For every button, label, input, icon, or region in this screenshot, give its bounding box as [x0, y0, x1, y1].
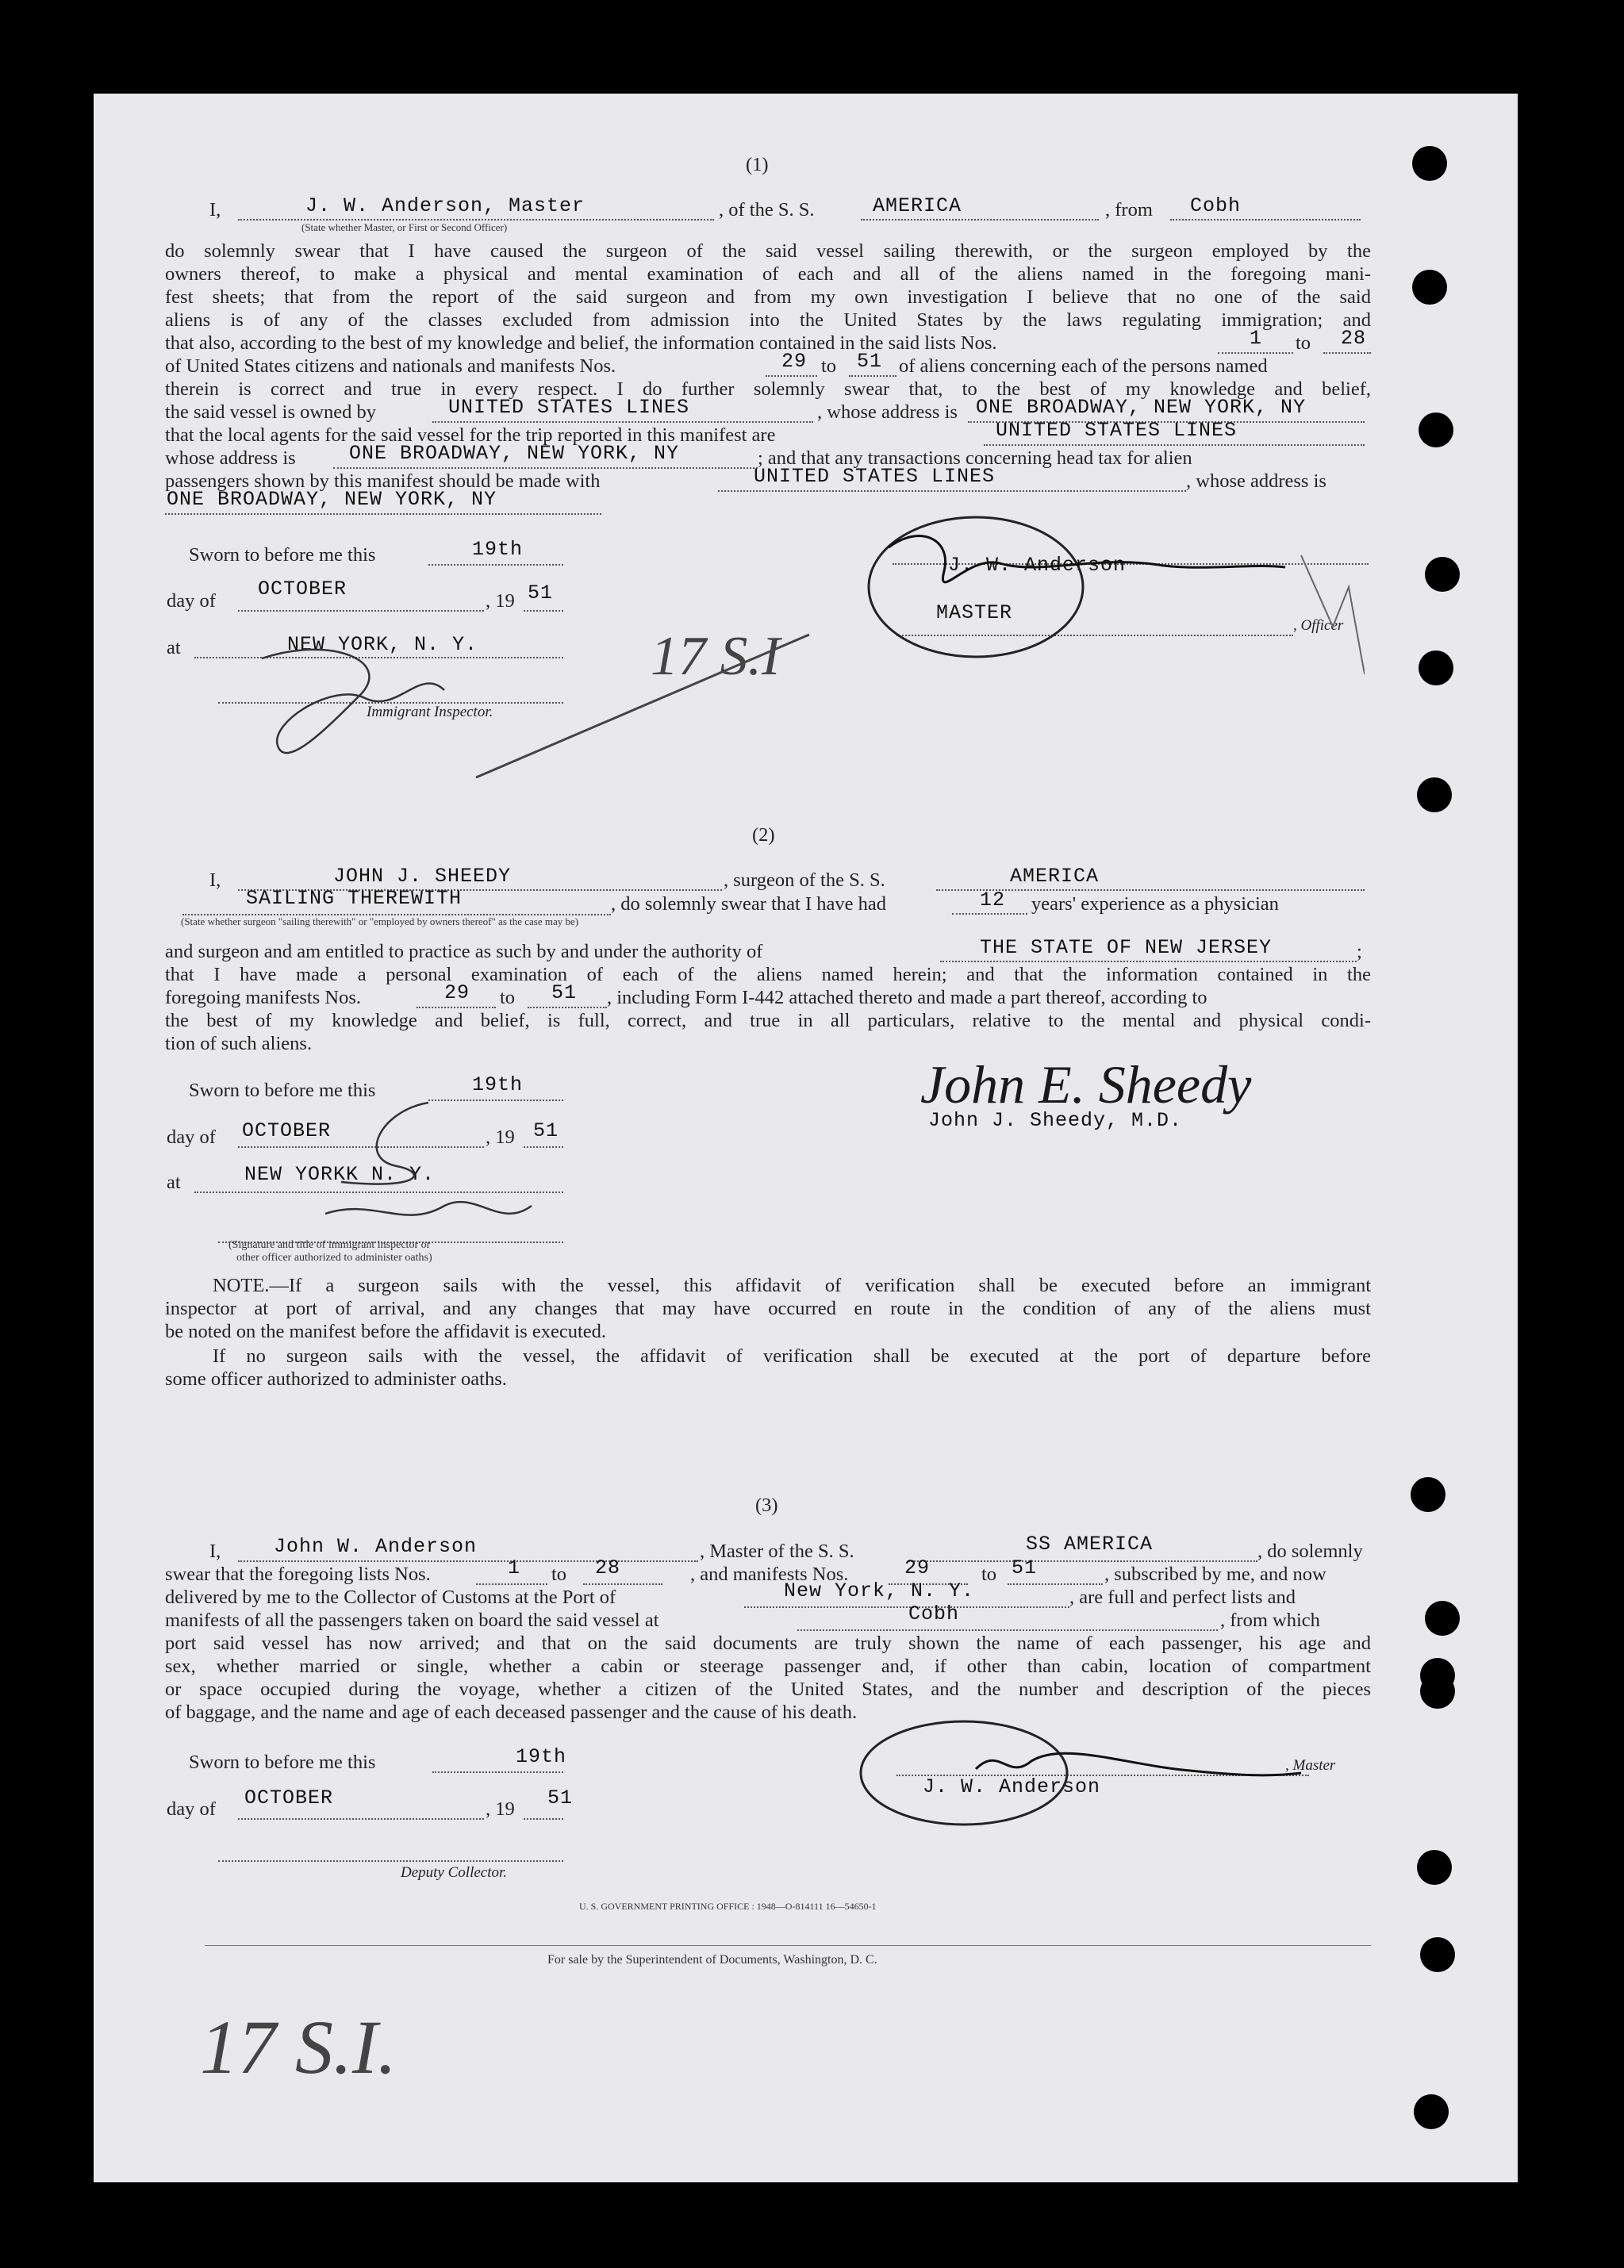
body-line: of United States citizens and nationals and manifests Nos. — [165, 355, 616, 377]
vessel-owner: UNITED STATES LINES — [448, 396, 690, 419]
to-label: to — [551, 1564, 567, 1585]
sworn-day: 19th — [516, 1745, 567, 1768]
manifests-from: 29 — [781, 350, 808, 373]
to-label: to — [821, 355, 837, 377]
lists-to: 28 — [1341, 327, 1367, 350]
master-signature-stamp — [857, 508, 1365, 682]
punch-hole — [1425, 1601, 1460, 1636]
gpo-imprint: U. S. GOVERNMENT PRINTING OFFICE : 1948—O-814111 16—54650-1 — [579, 1901, 877, 1912]
punch-hole — [1412, 270, 1447, 305]
surgeon-of-label: , surgeon of the S. S. — [724, 869, 885, 891]
state-note: (State whether surgeon "sailing therewith" or "employed by owners thereof" as the case may be) — [181, 915, 579, 927]
i-label: I, — [209, 869, 221, 891]
body-line: whose address is — [165, 447, 296, 469]
master-name: John W. Anderson — [274, 1535, 478, 1558]
inspector-signature — [238, 587, 841, 793]
margin-annotation: 17 S.I — [651, 626, 781, 687]
margin-annotation: 17 S.I. — [200, 2005, 397, 2090]
officer-name: J. W. Anderson — [948, 554, 1127, 577]
body-line: foregoing manifests Nos. — [165, 987, 361, 1008]
manifests-to: 51 — [551, 981, 578, 1004]
divider — [205, 1945, 1371, 1946]
lists-from: 1 — [1250, 327, 1263, 350]
body-line: manifests of all the passengers taken on board the said vessel at — [165, 1610, 659, 1631]
day-of-label: day of — [167, 590, 216, 612]
body-line: the said vessel is owned by — [165, 401, 377, 423]
punch-hole — [1417, 777, 1452, 812]
headtax-address: ONE BROADWAY, NEW YORK, NY — [167, 488, 497, 511]
day-of-label: day of — [167, 1798, 216, 1820]
sworn-place: NEW YORKK N. Y. — [244, 1163, 436, 1186]
body-line: , whose address is — [1186, 470, 1326, 492]
semicolon: ; — [1357, 941, 1362, 962]
state-note: (State whether Master, or First or Second Officer) — [301, 221, 508, 233]
solemnly-label: , do solemnly — [1257, 1541, 1363, 1562]
body-line: , whose address is — [817, 401, 958, 423]
manifests-to: 51 — [857, 350, 883, 373]
body-line: therein is correct and true in every respect. I do further solemnly swear that, to the best of my knowledge and belief, — [165, 378, 1371, 400]
lists-to: 28 — [595, 1556, 621, 1579]
body-line: , and manifests Nos. — [690, 1564, 849, 1585]
sworn-place: NEW YORK, N. Y. — [287, 633, 478, 656]
body-line: that I have made a personal examination of each of the aliens named herein; and that the information contained in the — [165, 964, 1371, 985]
officer-title: MASTER — [936, 601, 1013, 624]
body-line: aliens is of any of the classes excluded from admission into the United States by the laws regulating immigration; and — [165, 309, 1371, 331]
i-label: I, — [209, 1541, 221, 1562]
master-typed-name: J. W. Anderson — [923, 1775, 1101, 1798]
body-line: of aliens concerning each of the persons named — [899, 355, 1268, 377]
body-line: of baggage, and the name and age of each deceased passenger and the cause of his death. — [165, 1702, 858, 1723]
punch-hole — [1417, 1850, 1452, 1885]
body-line: , are full and perfect lists and — [1069, 1587, 1296, 1608]
body-line: the best of my knowledge and belief, is full, correct, and true in all particulars, relative to the mental and physical condi- — [165, 1010, 1371, 1031]
punch-hole — [1419, 650, 1453, 685]
body-line: sex, whether married or single, whether a cabin or steerage passenger and, if other than cabin, location of compartment — [165, 1656, 1371, 1677]
body-line: delivered by me to the Collector of Customs at the Port of — [165, 1587, 616, 1608]
body-line: port said vessel has now arrived; and that on the said documents are truly shown the name of each passenger, his age and — [165, 1633, 1371, 1654]
swear-label: , do solemnly swear that I have had — [611, 893, 886, 915]
master-label: , Master — [1285, 1757, 1336, 1774]
boarding-port: Cobh — [908, 1602, 960, 1625]
year-prefix: , 19 — [486, 1798, 515, 1820]
body-line: ; and that any transactions concerning head tax for alien — [758, 447, 1192, 469]
note-line: If no surgeon sails with the vessel, the affidavit of verification shall be executed at the port of departure before — [213, 1345, 1371, 1367]
lists-from: 1 — [508, 1556, 521, 1579]
to-label: to — [1296, 332, 1311, 354]
owner-address: ONE BROADWAY, NEW YORK, NY — [976, 396, 1307, 419]
local-agents: UNITED STATES LINES — [996, 419, 1238, 442]
body-line: and surgeon and am entitled to practice as such by and under the authority of — [165, 941, 763, 962]
sworn-label: Sworn to before me this — [189, 544, 376, 566]
vessel-name: AMERICA — [873, 194, 962, 217]
note-line: inspector at port of arrival, and any changes that may have occurred en route in the condition of any of the aliens must — [165, 1298, 1371, 1319]
headtax-agent: UNITED STATES LINES — [754, 465, 996, 488]
body-line: owners thereof, to make a physical and mental examination of each and all of the aliens named in the foregoing mani- — [165, 263, 1371, 285]
departure-port: Cobh — [1190, 194, 1242, 217]
sworn-month: OCTOBER — [244, 1786, 334, 1809]
master-of-label: , Master of the S. S. — [700, 1541, 854, 1562]
inspector-label: Immigrant Inspector. — [367, 704, 493, 720]
sworn-day: 19th — [472, 1073, 524, 1096]
agents-address: ONE BROADWAY, NEW YORK, NY — [349, 442, 680, 465]
sig-note: other officer authorized to administer oaths) — [236, 1252, 432, 1264]
sworn-year: 51 — [533, 1119, 559, 1142]
section-number: (1) — [746, 154, 769, 175]
body-line: do solemnly swear that I have caused the surgeon of the said vessel sailing therewith, or the surgeon employed by the — [165, 240, 1371, 262]
punch-hole — [1414, 2094, 1449, 2129]
section-number: (3) — [755, 1495, 778, 1516]
year-prefix: , 19 — [486, 1126, 515, 1148]
surgeon-typed-name: John J. Sheedy, M.D. — [928, 1109, 1183, 1132]
body-line: fest sheets; that from the report of the said surgeon and from my own investigation I believe that no one of the said — [165, 286, 1371, 308]
section-number: (2) — [752, 824, 775, 846]
punch-hole — [1411, 1477, 1445, 1512]
licensing-authority: THE STATE OF NEW JERSEY — [980, 936, 1273, 959]
deputy-label: Deputy Collector. — [401, 1864, 508, 1881]
body-line: , including Form I-442 attached thereto and made a part thereof, according to — [607, 987, 1207, 1008]
punch-hole — [1425, 557, 1460, 592]
body-line: passengers shown by this manifest should be made with — [165, 470, 601, 492]
arrival-port: New York, N. Y. — [784, 1579, 975, 1602]
years-experience: 12 — [980, 888, 1006, 911]
to-label: to — [981, 1564, 997, 1585]
manifests-to: 51 — [1012, 1556, 1038, 1579]
manifests-from: 29 — [904, 1556, 931, 1579]
i-label: I, — [209, 199, 221, 221]
officer-label: , Officer — [1293, 617, 1344, 634]
sworn-month: OCTOBER — [242, 1119, 332, 1142]
punch-hole — [1412, 146, 1447, 181]
punch-hole — [1420, 1674, 1455, 1709]
sailing-status: SAILING THEREWITH — [246, 887, 463, 910]
at-label: at — [167, 1172, 181, 1193]
note-line: NOTE.—If a surgeon sails with the vessel, this affidavit of verification shall be executed before an immigrant — [213, 1275, 1371, 1296]
sworn-year: 51 — [547, 1786, 574, 1809]
note-line: some officer authorized to administer oaths. — [165, 1368, 507, 1390]
body-line: that the local agents for the said vessel for the trip reported in this manifest are — [165, 424, 776, 446]
day-of-label: day of — [167, 1126, 216, 1148]
sale-note: For sale by the Superintendent of Documents, Washington, D. C. — [547, 1953, 877, 1967]
years-label: years' experience as a physician — [1031, 893, 1279, 915]
note-line: be noted on the manifest before the affidavit is executed. — [165, 1321, 607, 1342]
manifests-from: 29 — [444, 981, 470, 1004]
body-line: or space occupied during the voyage, whether a citizen of the United States, and the number and description of the pieces — [165, 1679, 1371, 1700]
sworn-label: Sworn to before me this — [189, 1080, 376, 1101]
from-label: , from — [1105, 199, 1153, 221]
surgeon-name: JOHN J. SHEEDY — [333, 865, 512, 888]
body-line: tion of such aliens. — [165, 1033, 313, 1054]
vessel-name: SS AMERICA — [1026, 1533, 1154, 1556]
sig-note: (Signature and title of immigrant inspector or — [228, 1239, 431, 1251]
of-ss-label: , of the S. S. — [719, 199, 815, 221]
sworn-day: 19th — [472, 538, 524, 561]
year-prefix: , 19 — [486, 590, 515, 612]
vessel-name: AMERICA — [1010, 865, 1100, 888]
sworn-label: Sworn to before me this — [189, 1752, 376, 1773]
to-label: to — [500, 987, 516, 1008]
inspector-signature — [309, 1095, 563, 1253]
surgeon-signature: John E. Sheedy — [920, 1054, 1252, 1115]
punch-hole — [1419, 413, 1453, 447]
master-name: J. W. Anderson, Master — [305, 194, 585, 217]
body-line: that also, according to the best of my knowledge and belief, the information contained in the said lists Nos. — [165, 332, 997, 354]
body-line: , subscribed by me, and now — [1104, 1564, 1326, 1585]
master-signature-stamp — [825, 1706, 1317, 1832]
sworn-month: OCTOBER — [258, 578, 347, 601]
sworn-year: 51 — [528, 581, 554, 604]
body-line: swear that the foregoing lists Nos. — [165, 1564, 431, 1585]
at-label: at — [167, 637, 181, 658]
body-line: , from which — [1220, 1610, 1320, 1631]
punch-hole — [1420, 1937, 1455, 1972]
